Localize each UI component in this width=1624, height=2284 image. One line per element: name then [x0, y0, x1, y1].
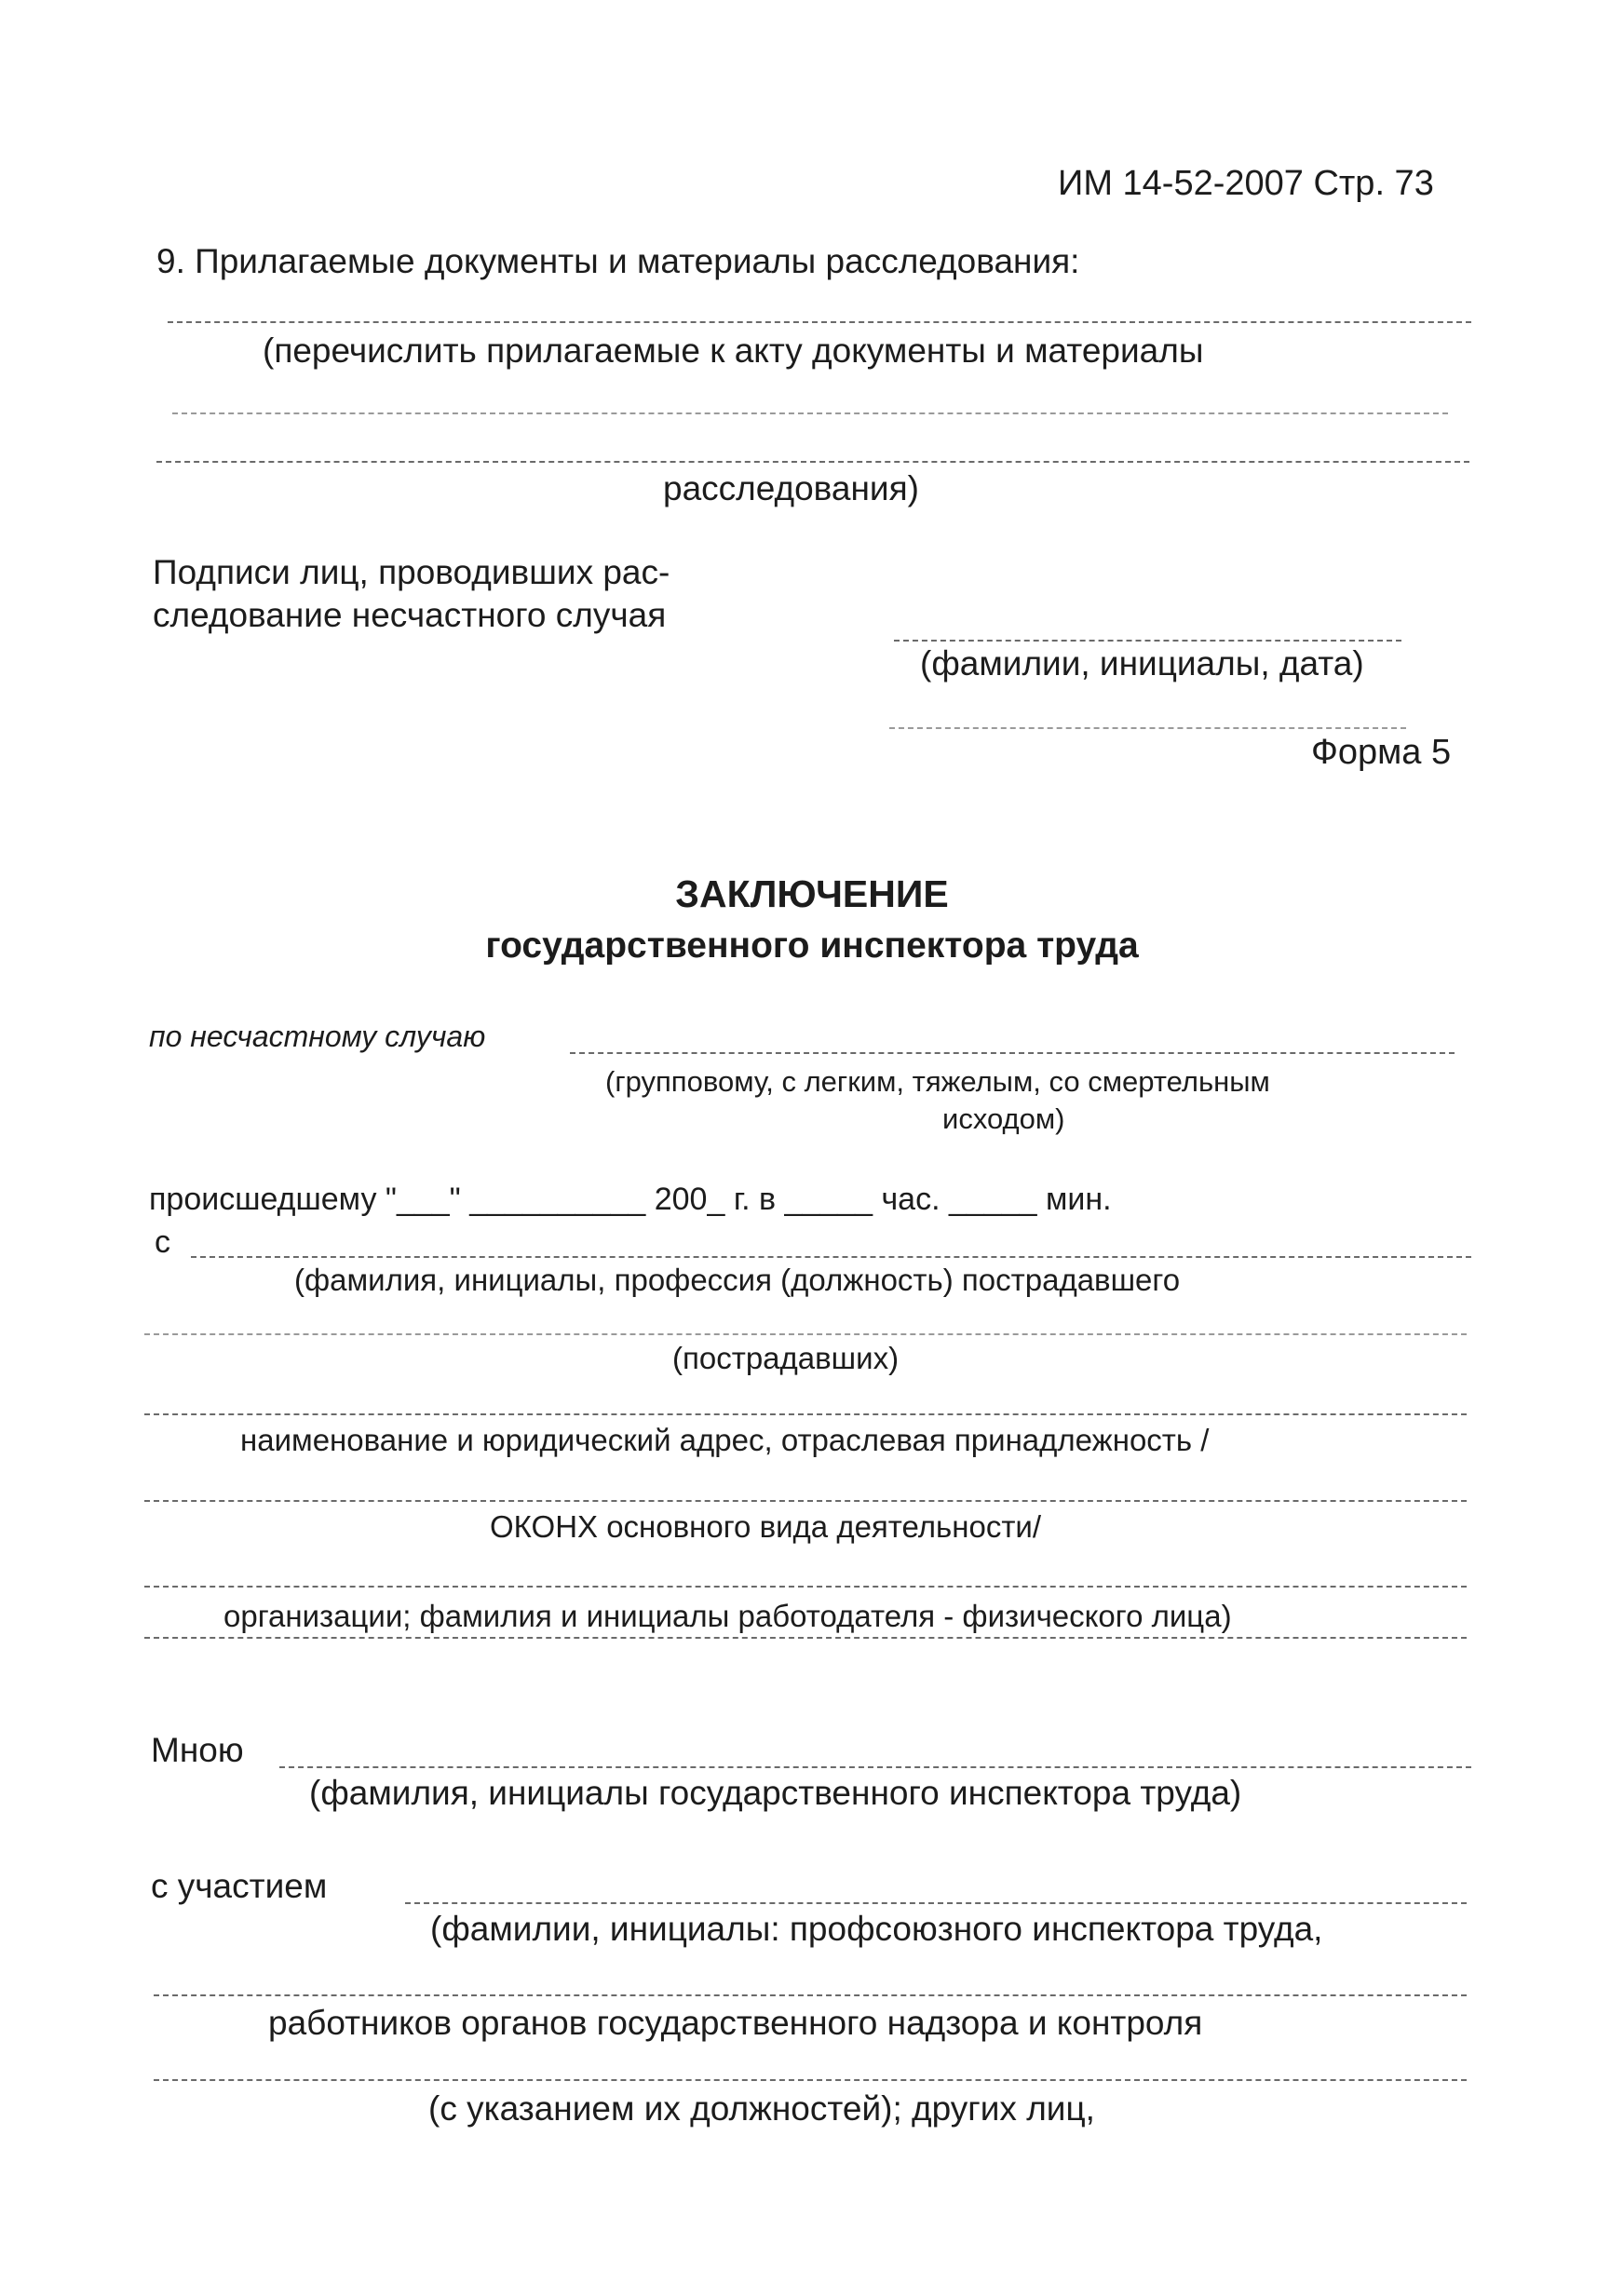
occurrence-datetime: происшедшему "___" __________ 200_ г. в _____ час. _____ мин. [149, 1182, 1112, 1217]
inspector-hint: (фамилия, инициалы государственного инспектора труда) [309, 1774, 1242, 1812]
section-9-title: 9. Прилагаемые документы и материалы расследования: [156, 242, 1080, 280]
fill-line [570, 1052, 1455, 1054]
fill-line [154, 2079, 1467, 2081]
form-number: Форма 5 [1311, 733, 1452, 772]
fill-line [144, 1333, 1467, 1335]
fill-line [144, 1637, 1467, 1639]
participants-hint: (с указанием их должностей); других лиц, [428, 2089, 1095, 2128]
fill-line [191, 1256, 1471, 1258]
accident-label: по несчастному случаю [149, 1020, 486, 1053]
signatures-hint: (фамилии, инициалы, дата) [920, 644, 1364, 682]
fill-line [154, 1994, 1467, 1996]
victim-hint: (пострадавших) [672, 1341, 900, 1375]
signatures-label: Подписи лиц, проводивших рас- [153, 553, 670, 591]
fill-line [144, 1500, 1467, 1502]
accident-hint: исходом) [942, 1102, 1065, 1135]
signatures-label: следование несчастного случая [153, 596, 667, 634]
organization-hint: наименование и юридический адрес, отраслевая принадлежность / [240, 1423, 1210, 1457]
fill-line [156, 461, 1469, 463]
with-label: с [155, 1224, 170, 1260]
document-reference: ИМ 14-52-2007 Стр. 73 [1058, 164, 1434, 203]
form-subtitle: государственного инспектора труда [485, 926, 1139, 966]
accident-hint: (групповому, с легким, тяжелым, со смертельным [605, 1065, 1270, 1098]
fill-line [405, 1902, 1467, 1904]
fill-line [172, 412, 1448, 414]
signature-line [889, 727, 1406, 729]
fill-line [168, 321, 1471, 323]
participants-hint: (фамилии, инициалы: профсоюзного инспектора труда, [430, 1910, 1323, 1948]
signature-line [894, 640, 1401, 642]
participants-hint: работников органов государственного надзора и контроля [268, 2004, 1203, 2042]
section-9-hint: расследования) [663, 469, 919, 507]
by-me-label: Мною [151, 1731, 244, 1769]
organization-hint: ОКОНХ основного вида деятельности/ [490, 1509, 1042, 1544]
fill-line [144, 1586, 1467, 1588]
fill-line [279, 1766, 1471, 1768]
participation-label: с участием [151, 1867, 328, 1905]
victim-hint: (фамилия, инициалы, профессия (должность) пострадавшего [294, 1263, 1181, 1297]
fill-line [144, 1413, 1467, 1415]
section-9-hint: (перечислить прилагаемые к акту документы и материалы [263, 331, 1204, 370]
form-title: ЗАКЛЮЧЕНИЕ [675, 872, 949, 915]
organization-hint: организации; фамилия и инициалы работодателя - физического лица) [223, 1599, 1232, 1633]
